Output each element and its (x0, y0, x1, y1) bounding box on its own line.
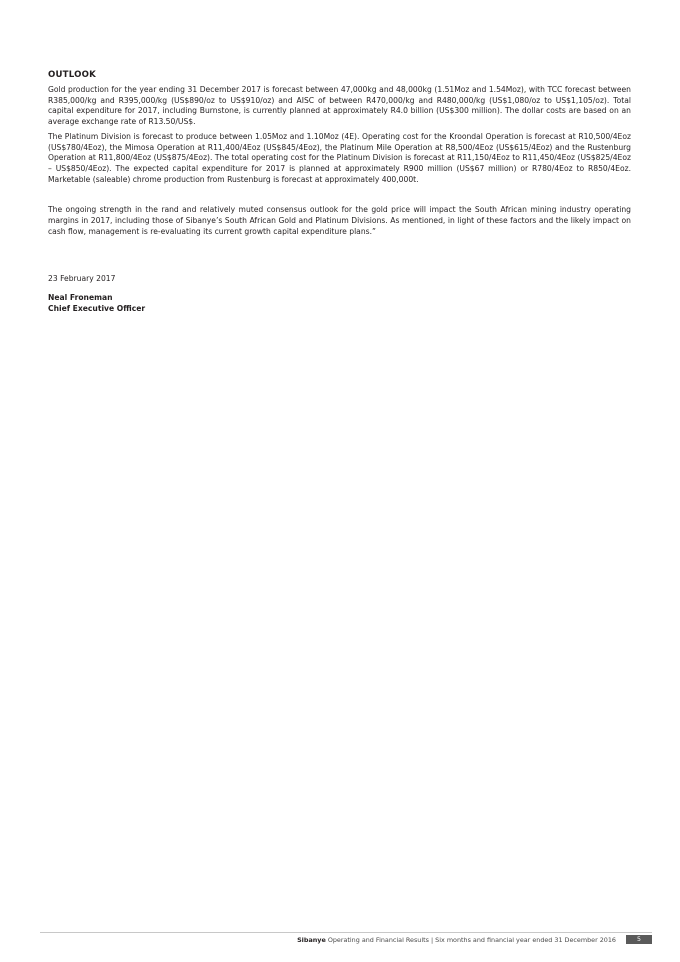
footer-caption (297, 936, 616, 944)
footer-description: Operating and Financial Results | Six months and financial year ended 31 December 2016 (325, 936, 616, 944)
footer-brand: Sibanye (297, 936, 326, 944)
page-footer (40, 932, 652, 946)
footer-divider (40, 932, 652, 933)
paragraph-gold-outlook: Gold production for the year ending 31 December 2017 is forecast between 47,000kg and 48,000kg (1.51Moz and 1.54Moz), with TCC forecast between R385,000/kg and R395,000/kg (US$890/oz to US$910/oz) and AISC of between R470,000/kg and R480,000/kg (US$1,080/oz to US$1,105/oz). Total capital expenditure for 2017, including Burnstone, is currently planned at approximately R4.0 billion (US$300 million). The dollar costs are based on an average exchange rate of R13.50/US$. (48, 85, 631, 127)
signoff-date: 23 February 2017 (48, 274, 116, 284)
paragraph-platinum-outlook: The Platinum Division is forecast to produce between 1.05Moz and 1.10Moz (4E). Operating cost for the Kroondal Operation is forecast at R10,500/4Eoz (US$780/4Eoz), the Mimosa Operation at R11,400/4Eoz (US$845/4Eoz), the Platinum Mile Operation at R8,500/4Eoz (US$615/4Eoz) and the Rustenburg Operation at R11,800/4Eoz (US$875/4Eoz). The total operating cost for the Platinum Division is forecast at R11,150/4Eoz to R11,450/4Eoz (US$825/4Eoz – US$850/4Eoz). The expected capital expenditure for 2017 is planned at approximately R900 million (US$67 million) or R780/4Eoz to R850/4Eoz. Marketable (saleable) chrome production from Rustenburg is forecast at approximately 400,000t. (48, 131, 631, 184)
paragraph-industry-outlook: The ongoing strength in the rand and relatively muted consensus outlook for the gold price will impact the South African mining industry operating margins in 2017, including those of Sibanye’s South African Gold and Platinum Divisions. As mentioned, in light of these factors and the likely impact on cash flow, management is re-evaluating its current growth capital expenditure plans.” (48, 205, 631, 236)
document-body (48, 70, 631, 314)
signer-name: Neal Froneman (48, 293, 113, 303)
section-heading: OUTLOOK (48, 70, 96, 80)
signoff-block (48, 293, 631, 314)
page-number: 5 (626, 935, 652, 944)
signer-title: Chief Executive Officer (48, 303, 146, 313)
